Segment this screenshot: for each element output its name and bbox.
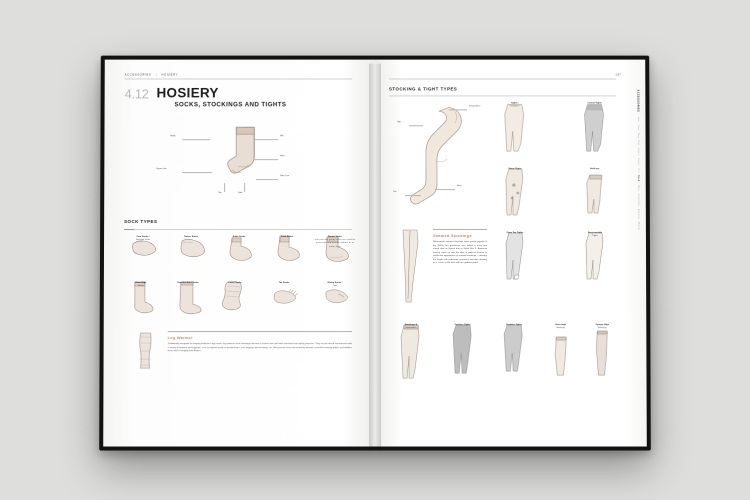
tight-type-item [494, 323, 534, 379]
sock-type-caption: Toe Socks [278, 282, 290, 285]
leader-toe [405, 195, 421, 196]
tight-type-caption: Footless Tights [454, 324, 471, 327]
sock-type-item [126, 281, 156, 313]
chapter-number: 4.12 [124, 86, 149, 102]
sock-type-caption: Trainer Socks [184, 236, 199, 239]
tight-type-caption: Tights / Pantyhose [509, 102, 520, 108]
leader-heel [435, 189, 455, 190]
label-suspenders: Suspenders [468, 105, 481, 108]
tab-index[interactable] [633, 89, 643, 389]
tight-type-caption: Footless Tights [506, 324, 523, 327]
tab-index-item-jewellery[interactable]: Jewellery [637, 193, 640, 206]
label-heel: Heel [280, 155, 285, 158]
leader-clip [409, 125, 423, 126]
sock-type-caption: Diving Socks / Tabi [327, 282, 343, 288]
sock-types-row-2 [126, 281, 352, 313]
tight-type-item [391, 323, 431, 379]
tab-index-heading: ACCESSORIES [636, 89, 640, 113]
tab-index-item-watch[interactable]: Watch [637, 222, 640, 230]
left-page [103, 60, 375, 447]
sock-type-caption: Bootie Socks with non-slip grippy soles are used for protection and warmth indoors or at under-layer [314, 236, 356, 248]
tab-index-item-hat[interactable]: Hat [636, 117, 639, 123]
tight-types-row-4 [391, 323, 617, 379]
sock-types-title: SOCK TYPES [124, 219, 158, 225]
page-title: HOSIERY [156, 85, 219, 101]
sock-type-item [318, 281, 352, 313]
breadcrumb-section: HOSIERY [161, 72, 179, 77]
label-heel: Heel [456, 185, 462, 188]
sock-type-caption: Loose Socks [228, 282, 242, 285]
leader-heel [254, 159, 278, 160]
leg-warmer-rule [168, 331, 352, 332]
right-header-rule [389, 78, 616, 79]
tight-types-row-2 [495, 167, 615, 217]
leader-body [182, 139, 210, 140]
tab-index-item-belt[interactable]: Belt [637, 140, 640, 146]
leader-rib [254, 139, 278, 140]
sock-type-item [126, 235, 160, 261]
leader-seam-line [182, 172, 212, 173]
book-spread [103, 60, 647, 447]
tight-type-item [575, 231, 615, 281]
seamed-stocking-figure [391, 227, 429, 305]
tight-type-item [587, 323, 617, 379]
sock-types-rule [124, 229, 352, 230]
tight-type-caption: Control Tights [587, 102, 602, 105]
seamed-stockings-text: Nylon-made seamed stockings were greatly popular in the 1940s, but production was halted a mere one month after its launch due to World War II. American women came up with the idea of paint-on hosiery to imitate the appearance of seamed stockings – covering the length with nude-tone cosmetics and then drawing on a 'seam' at the back with an eyebrow pencil. [432, 241, 488, 265]
label-sole: Sole [238, 192, 243, 195]
tight-type-caption: Opaque High Stockings [595, 324, 609, 330]
right-page [375, 60, 647, 447]
sock-type-item [173, 281, 203, 313]
sock-type-caption: Over-the-Knee Socks [177, 282, 199, 285]
sock-type-item [267, 281, 301, 313]
tight-type-caption: Tattoo Tights [508, 168, 522, 171]
sock-types-accent [124, 229, 134, 230]
sock-type-item [314, 235, 356, 261]
tight-type-item [546, 323, 576, 379]
tight-type-item [575, 167, 615, 217]
sock-type-caption: Ankle Socks [232, 236, 246, 239]
tab-index-item-bag[interactable]: Bag [637, 132, 640, 138]
tab-index-item-tie[interactable]: Tie [637, 168, 640, 173]
stocking-types-title: STOCKING & TIGHT TYPES [388, 86, 458, 92]
tight-type-item [495, 167, 535, 217]
tight-types-row-3 [495, 231, 615, 281]
leader-suspenders [449, 109, 467, 110]
breadcrumb-chapter: ACCESSORIES [124, 72, 152, 77]
sock-type-item [270, 235, 304, 261]
sock-type-item [220, 281, 250, 313]
tight-type-item [495, 101, 535, 153]
leg-warmer-text: Traditionally designed for keeping ballerinas' legs warm, leg warmers have nowadays become a fashion item with both functional and styling purposes. They can be mixed and matched with a variety of footwear and leggings, such as layered inside or outside boots, over leggings and stockings, etc. New parents have also found leg warmers useful for keeping babies and toddlers warm while changing their diapers. [167, 343, 352, 353]
page-subtitle: SOCKS, STOCKINGS AND TIGHTS [174, 101, 287, 109]
header-rule [125, 78, 352, 79]
breadcrumb-separator: | [155, 72, 158, 77]
sock-type-item [174, 235, 208, 261]
tight-type-item [443, 323, 483, 379]
leader-toe [224, 183, 225, 192]
tight-type-caption: Sexy Invisible Tights [587, 232, 603, 238]
sock-type-caption: Foot Socks / No-show socks [136, 236, 150, 242]
book [99, 56, 651, 451]
tight-type-caption: Stockings & Suspenders [404, 324, 418, 330]
leg-warmer-title: Leg Warmer [167, 335, 193, 341]
leg-warmer-figure [132, 331, 160, 377]
tight-types-row-1 [495, 101, 615, 153]
tight-type-caption: Knee-high Stockings [555, 324, 566, 330]
label-rib: Rib [280, 135, 284, 138]
tight-type-item [575, 101, 615, 153]
tight-type-item [495, 231, 535, 281]
sock-type-caption: Crew Socks [280, 236, 294, 239]
tab-index-item-glove[interactable]: Glove [637, 158, 640, 166]
label-toe: Toe [218, 192, 222, 195]
leader-sole [244, 183, 245, 192]
stocking-anatomy-figure [411, 101, 489, 211]
sock-types-row-1 [126, 235, 356, 261]
seamed-stockings-rule [433, 229, 487, 230]
sock-type-item [222, 235, 256, 261]
page-folio: 187 [615, 72, 622, 77]
tab-index-item-cap[interactable]: Cap [636, 124, 640, 130]
stocking-types-rule [389, 95, 616, 96]
label-sole-line: Sole Line [280, 175, 290, 178]
leader-sole-line [256, 179, 278, 180]
tab-index-item-eyewear[interactable]: Eyewear [637, 208, 640, 220]
seamed-stockings-title: Seamed Stockings [432, 233, 472, 239]
label-seam-line: Seam Line [156, 168, 167, 171]
tight-type-caption: Hold-ups [590, 168, 600, 171]
label-toe: Toe [392, 191, 397, 194]
label-clip: Clip [396, 121, 401, 124]
tab-index-item-sock[interactable]: Sock [637, 175, 640, 182]
breadcrumb [125, 73, 179, 77]
sock-type-caption: Knee-High Socks [135, 282, 147, 288]
tight-type-caption: Open Toe Tights [506, 232, 524, 235]
label-body: Body [170, 135, 176, 138]
tab-index-item-shoe[interactable]: Shoe [637, 184, 640, 191]
tab-index-item-scarf[interactable]: Scarf [637, 148, 640, 156]
